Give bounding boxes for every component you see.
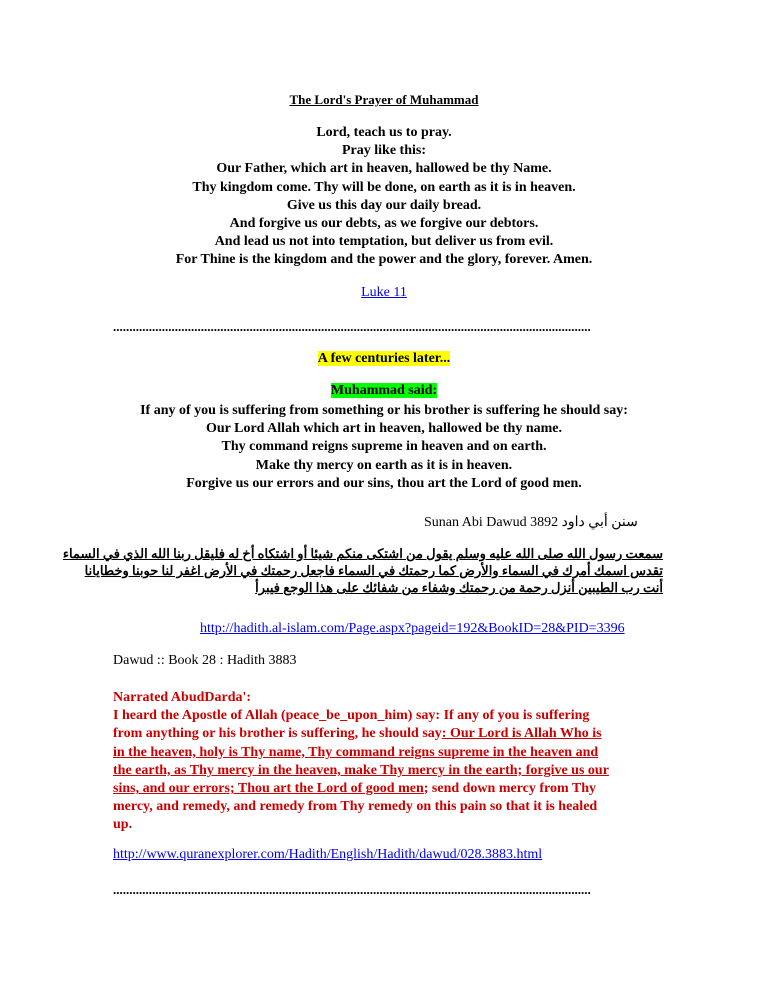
narration-text: up. <box>113 817 133 833</box>
arabic-hadith-text <box>62 545 663 596</box>
source-citation: Sunan Abi Dawud 3892 سنن أبي داود <box>424 515 638 530</box>
narration-line <box>113 762 673 780</box>
said-line: Thy command reigns supreme in heaven and on earth. <box>221 439 547 455</box>
hadith-source-url <box>200 621 625 637</box>
narration-heading: Narrated AbudDarda': <box>113 690 252 705</box>
muhammad-prayer-text <box>0 402 768 493</box>
quranexplorer-link[interactable]: http://www.quranexplorer.com/Hadith/English/Hadith/dawud/028.3883.html <box>113 847 543 862</box>
arabic-line: أنت رب الطيبين أنزل رحمة من رحمتك وشفاء من شفائك على هذا الوجع فيبرأ <box>255 580 663 595</box>
prayer-line: And lead us not into temptation, but deliver us from evil. <box>214 234 554 250</box>
narration-line <box>113 798 673 816</box>
said-line: Make thy mercy on earth as it is in heaven. <box>255 457 513 473</box>
separator-dotted-line: ................................................................................................................................................... <box>113 319 591 334</box>
narration-underlined-text: sins, and our errors; Thou art the Lord of good men <box>113 781 424 797</box>
prayer-line: Pray like this: <box>342 143 426 159</box>
later-heading <box>0 351 768 367</box>
arabic-line: سمعت رسول الله صلى الله عليه وسلم يقول من اشتكى منكم شيئا أو اشتكاه أخ له فليقل ربنا الله الذي في السماء <box>62 546 663 561</box>
narration-line <box>113 707 673 725</box>
narration-line <box>113 725 673 743</box>
separator-dotted-line: ................................................................................................................................................... <box>113 882 591 897</box>
muhammad-said-heading <box>0 383 768 399</box>
narration-underlined-text: : Our Lord is Allah Who is <box>441 726 602 742</box>
muhammad-said-text: Muhammad said: <box>330 383 438 398</box>
prayer-line: Lord, teach us to pray. <box>316 125 452 140</box>
quranexplorer-url <box>113 847 542 863</box>
narration-line <box>113 780 673 798</box>
narration-text: I heard the Apostle of Allah (peace_be_upon_him) say: If any of you is suffering <box>113 708 590 724</box>
page-title: The Lord's Prayer of Muhammad <box>289 92 479 107</box>
narration-text: ; send down mercy from Thy <box>423 781 597 797</box>
said-line: If any of you is suffering from something or his brother is suffering he should say: <box>140 403 628 418</box>
narration-text: mercy, and remedy, and remedy from Thy remedy on this pain so that it is healed <box>113 799 598 815</box>
later-heading-text: A few centuries later... <box>317 351 451 366</box>
prayer-line: Thy kingdom come. Thy will be done, on earth as it is in heaven. <box>192 179 576 195</box>
narration-line <box>113 816 673 834</box>
prayer-line: Our Father, which art in heaven, hallowed be thy Name. <box>216 161 552 177</box>
hadith-link[interactable]: http://hadith.al-islam.com/Page.aspx?pageid=192&BookID=28&PID=3396 <box>200 621 625 636</box>
dawud-reference: Dawud :: Book 28 : Hadith 3883 <box>113 653 297 668</box>
prayer-line: Give us this day our daily bread. <box>286 197 482 213</box>
narration-text: from anything or his brother is suffering, he should say <box>113 726 442 742</box>
lords-prayer-text <box>0 124 768 270</box>
narration-underlined-text: in the heaven, holy is Thy name, Thy command reigns supreme in the heaven and <box>113 744 599 760</box>
narration-line <box>113 744 673 762</box>
said-line: Our Lord Allah which art in heaven, hallowed be thy name. <box>205 421 562 437</box>
said-line: Forgive us our errors and our sins, thou art the Lord of good men. <box>186 475 582 491</box>
prayer-line: For Thine is the kingdom and the power and the glory, forever. Amen. <box>175 252 593 268</box>
prayer-line: And forgive us our debts, as we forgive our debtors. <box>229 216 539 232</box>
arabic-line: تقدس اسمك أمرك في السماء والأرض كما رحمتك في السماء فاجعل رحمتك في الأرض اغفر لنا حوبنا وخطايانا <box>84 563 663 578</box>
narration-block <box>113 689 673 835</box>
luke-reference <box>0 285 768 301</box>
luke-link[interactable]: Luke 11 <box>361 285 407 300</box>
narration-underlined-text: the earth, as Thy mercy in the heaven, make Thy mercy in the earth; forgive us our <box>113 762 609 778</box>
